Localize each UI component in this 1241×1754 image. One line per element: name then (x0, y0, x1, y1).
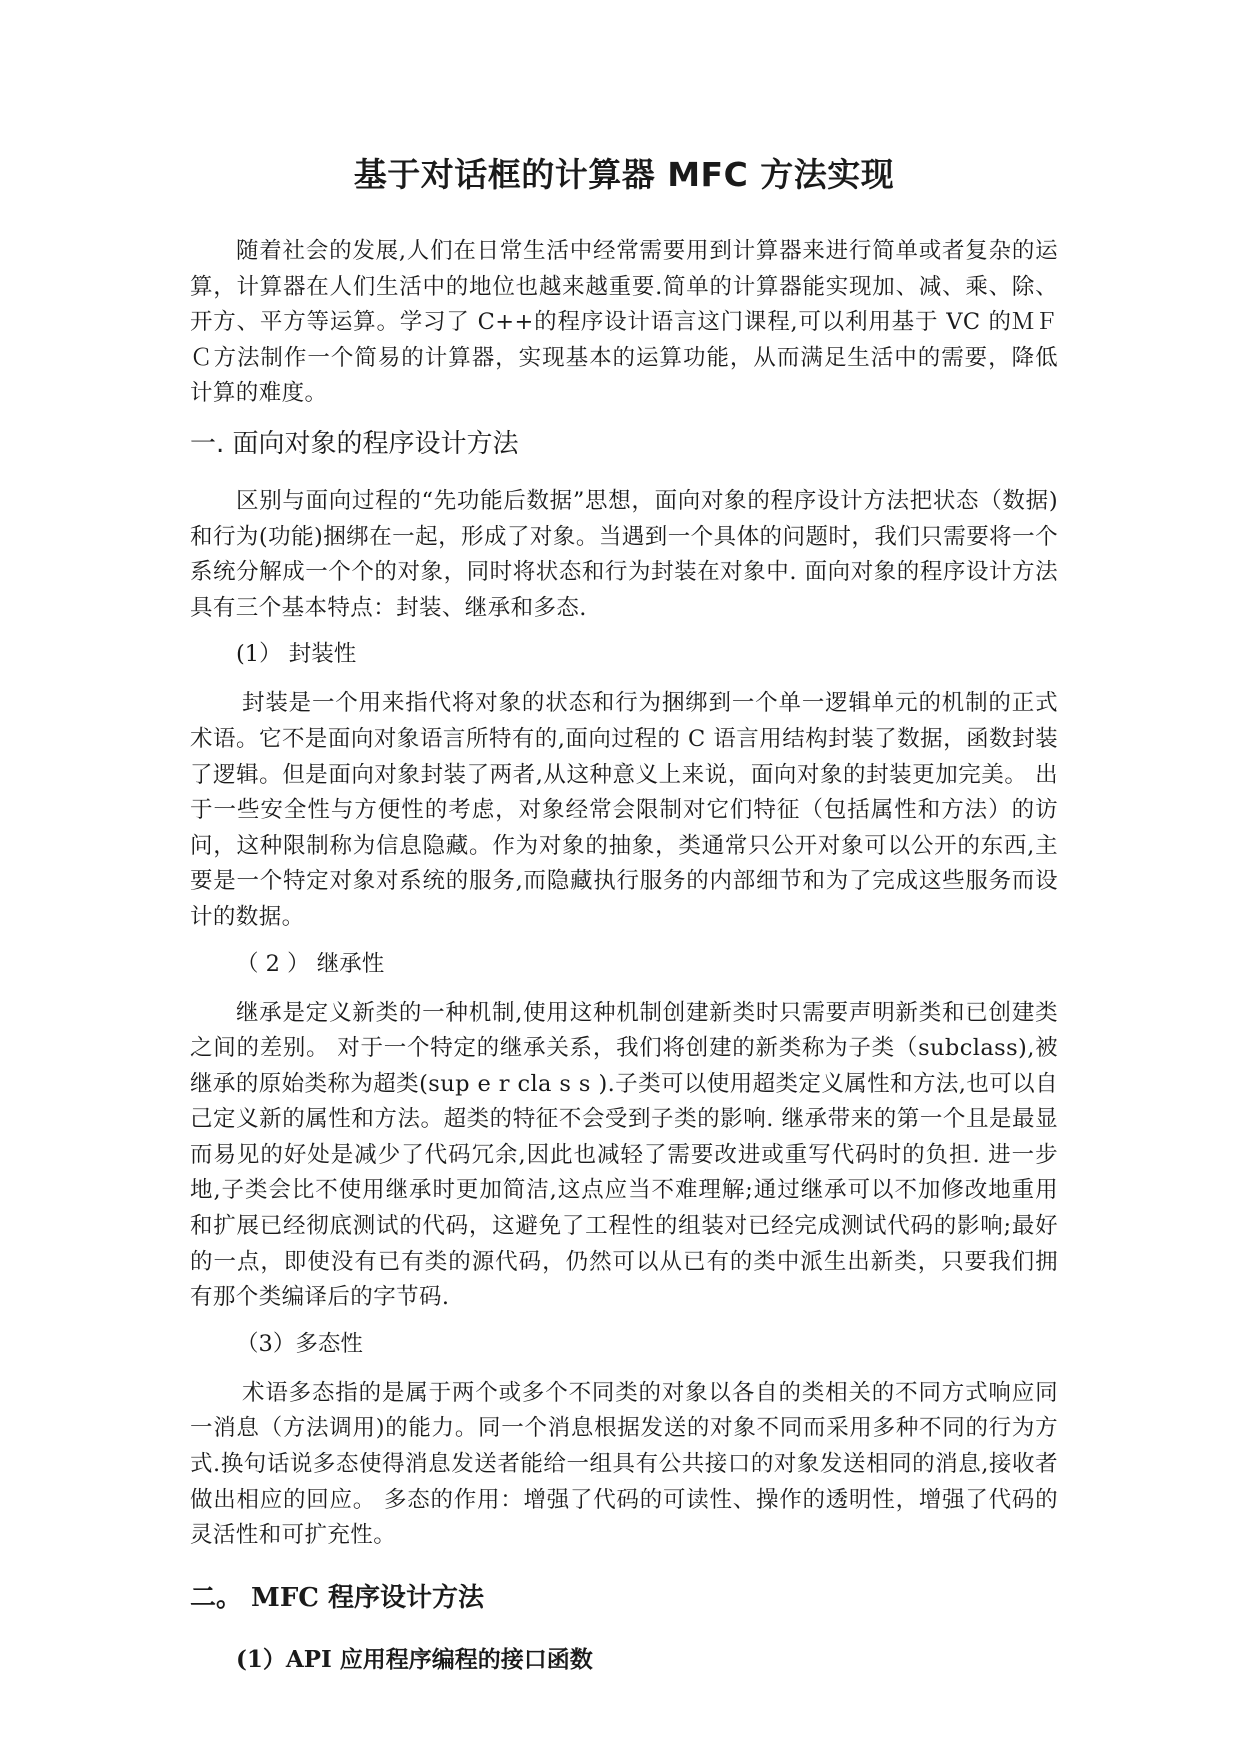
section-1-paragraph: 区别与面向过程的“先功能后数据”思想，面向对象的程序设计方法把状态（数据)和行为(功能)捆绑在一起，形成了对象。当遇到一个具体的问题时，我们只需要将一个系统分解成一个个的对象，同时将状态和行为封装在对象中. 面向对象的程序设计方法具有三个基本特点：封装、继承和多态. (190, 487, 1058, 621)
subsection-encapsulation-heading: (1） 封装性 (236, 641, 357, 668)
subsection-inheritance-paragraph: 继承是定义新类的一种机制,使用这种机制创建新类时只需要声明新类和已创建类之间的差别。 对于一个特定的继承关系，我们将创建的新类称为子类（subclass),被继承的原始类称为超类(sup e r cla s s ).子类可以使用超类定义属性和方法,也可以自己定义新的属性和方法。超类的特征不会受到子类的影响. 继承带来的第一个且是最显而易见的好处是减少了代码冗余,因此也减轻了需要改进或重写代码时的负担. 进一步地,子类会比不使用继承时更加简洁,这点应当不难理解;通过继承可以不加修改地重用和扩展已经彻底测试的代码，这避免了工程性的组装对已经完成测试代码的影响;最好的一点，即使没有已有类的源代码，仍然可以从已有的类中派生出新类，只要我们拥有那个类编译后的字节码. (190, 999, 1058, 1311)
subsection-encapsulation-paragraph: 封装是一个用来指代将对象的状态和行为捆绑到一个单一逻辑单元的机制的正式术语。它不是面向对象语言所特有的,面向过程的 C 语言用结构封装了数据，函数封装了逻辑。但是面向对象封装了两者,从这种意义上来说，面向对象的封装更加完美。 出于一些安全性与方便性的考虑，对象经常会限制对它们特征（包括属性和方法）的访问，这种限制称为信息隐藏。作为对象的抽象，类通常只公开对象可以公开的东西,主要是一个特定对象对系统的服务,而隐藏执行服务的内部细节和为了完成这些服务而设计的数据。 (190, 690, 1058, 930)
section-2-heading: 二。 MFC 程序设计方法 (190, 1582, 485, 1613)
subsection-polymorphism-heading: （3）多态性 (236, 1330, 363, 1357)
intro-paragraph: 随着社会的发展,人们在日常生活中经常需要用到计算器来进行简单或者复杂的运算，计算器在人们生活中的地位也越来越重要.简单的计算器能实现加、减、乘、除、开方、平方等运算。学习了 C++的程序设计语言这门课程,可以利用基于 VC 的ＭＦＣ方法制作一个简易的计算器，实现基本的运算功能，从而满足生活中的需要，降低计算的难度。 (190, 238, 1058, 407)
subsection-inheritance-heading: （ 2 ） 继承性 (236, 950, 385, 977)
subsection-polymorphism-paragraph: 术语多态指的是属于两个或多个不同类的对象以各自的类相关的不同方式响应同一消息（方法调用)的能力。同一个消息根据发送的对象不同而采用多种不同的行为方式.换句话说多态使得消息发送者能给一组具有公共接口的对象发送相同的消息,接收者做出相应的回应。 多态的作用：增强了代码的可读性、操作的透明性，增强了代码的灵活性和可扩充性。 (190, 1379, 1058, 1549)
section-1-heading: 一. 面向对象的程序设计方法 (190, 428, 519, 459)
subsection-api-heading: (1）API 应用程序编程的接口函数 (236, 1645, 593, 1673)
document-page (190, 150, 1058, 1692)
document-title: 基于对话框的计算器 MFC 方法实现 (353, 155, 895, 194)
